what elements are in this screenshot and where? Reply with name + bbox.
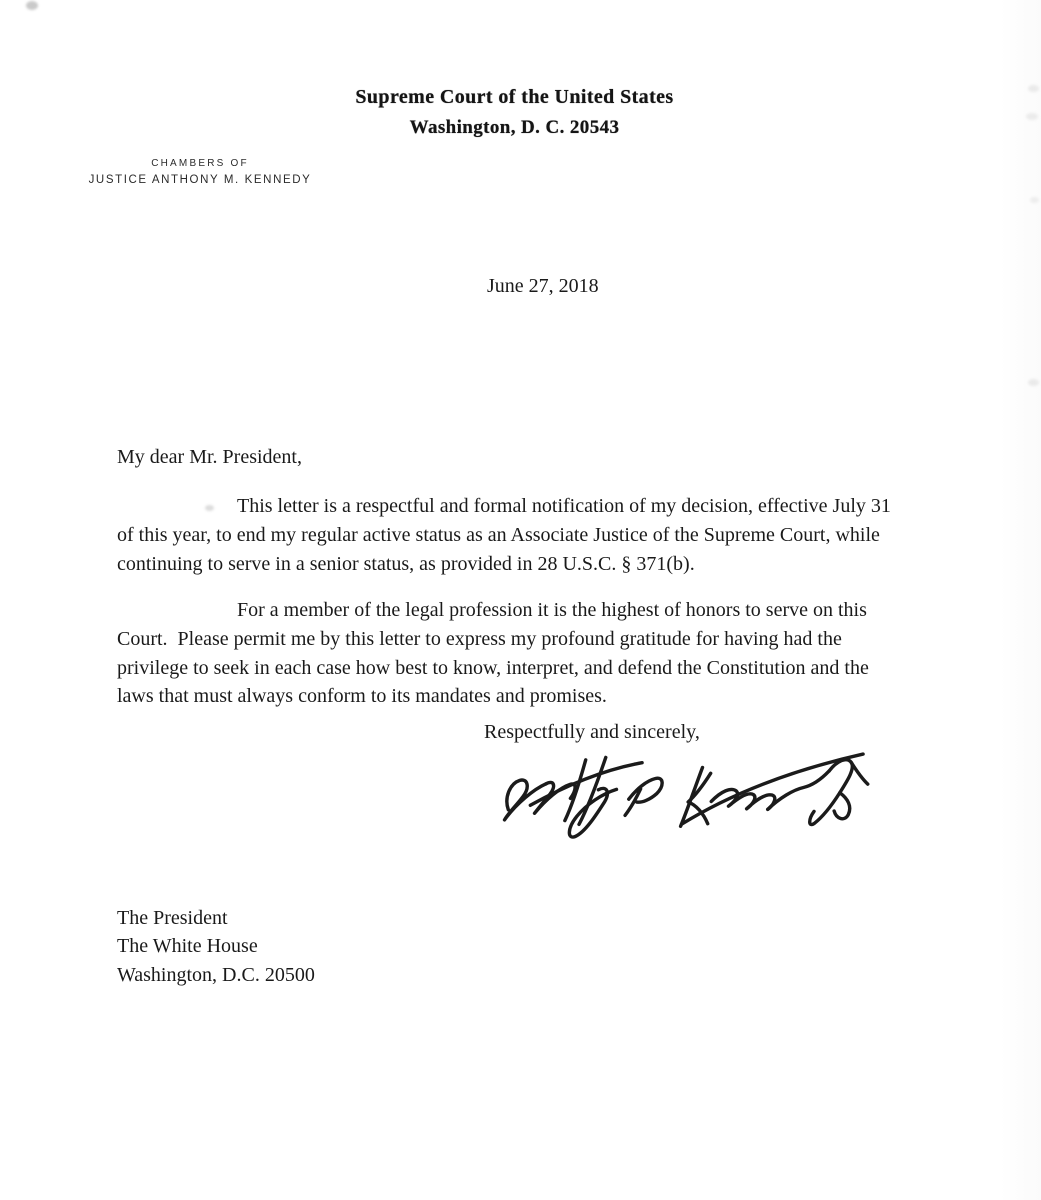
salutation: My dear Mr. President, xyxy=(117,446,302,468)
body-text-line: Court. Please permit me by this letter to express my profound gratitude for having had the xyxy=(117,627,842,650)
recipient-line: The President xyxy=(117,907,228,929)
body-text-line: continuing to serve in a senior status, as provided in 28 U.S.C. § 371(b). xyxy=(117,552,695,575)
chambers-of-label: CHAMBERS OF xyxy=(151,158,249,169)
closing-phrase: Respectfully and sincerely, xyxy=(484,721,700,743)
chambers-block xyxy=(70,158,330,186)
handwritten-signature-anthony-m-kennedy xyxy=(493,741,877,851)
scan-artifact xyxy=(205,505,214,511)
body-text-line: of this year, to end my regular active status as an Associate Justice of the Supreme Court, while xyxy=(117,523,880,546)
scan-artifact xyxy=(1030,197,1039,203)
body-text-line: This letter is a respectful and formal notification of my decision, effective July 31 xyxy=(237,495,891,517)
letter-date: June 27, 2018 xyxy=(487,275,599,297)
recipient-line: The White House xyxy=(117,935,258,958)
body-text-line: privilege to seek in each case how best to know, interpret, and defend the Constitution and the xyxy=(117,656,869,679)
scan-artifact xyxy=(1026,113,1038,120)
body-paragraph-1 xyxy=(117,492,997,578)
justice-name: JUSTICE ANTHONY M. KENNEDY xyxy=(88,174,312,186)
letterhead-address: Washington, D. C. 20543 xyxy=(409,117,620,138)
signature-ink-strokes xyxy=(493,741,877,851)
recipient-address-block xyxy=(117,904,315,989)
scan-artifact xyxy=(1028,379,1039,386)
letterhead xyxy=(0,86,1029,139)
scan-artifact xyxy=(1028,85,1039,92)
body-paragraph-2 xyxy=(117,596,997,711)
body-text-line: For a member of the legal profession it is the highest of honors to serve on this xyxy=(237,599,867,621)
body-text-line: laws that must always conform to its mandates and promises. xyxy=(117,685,607,708)
recipient-line: Washington, D.C. 20500 xyxy=(117,963,315,986)
scan-artifact xyxy=(26,1,38,10)
letterhead-court-name: Supreme Court of the United States xyxy=(355,86,674,108)
